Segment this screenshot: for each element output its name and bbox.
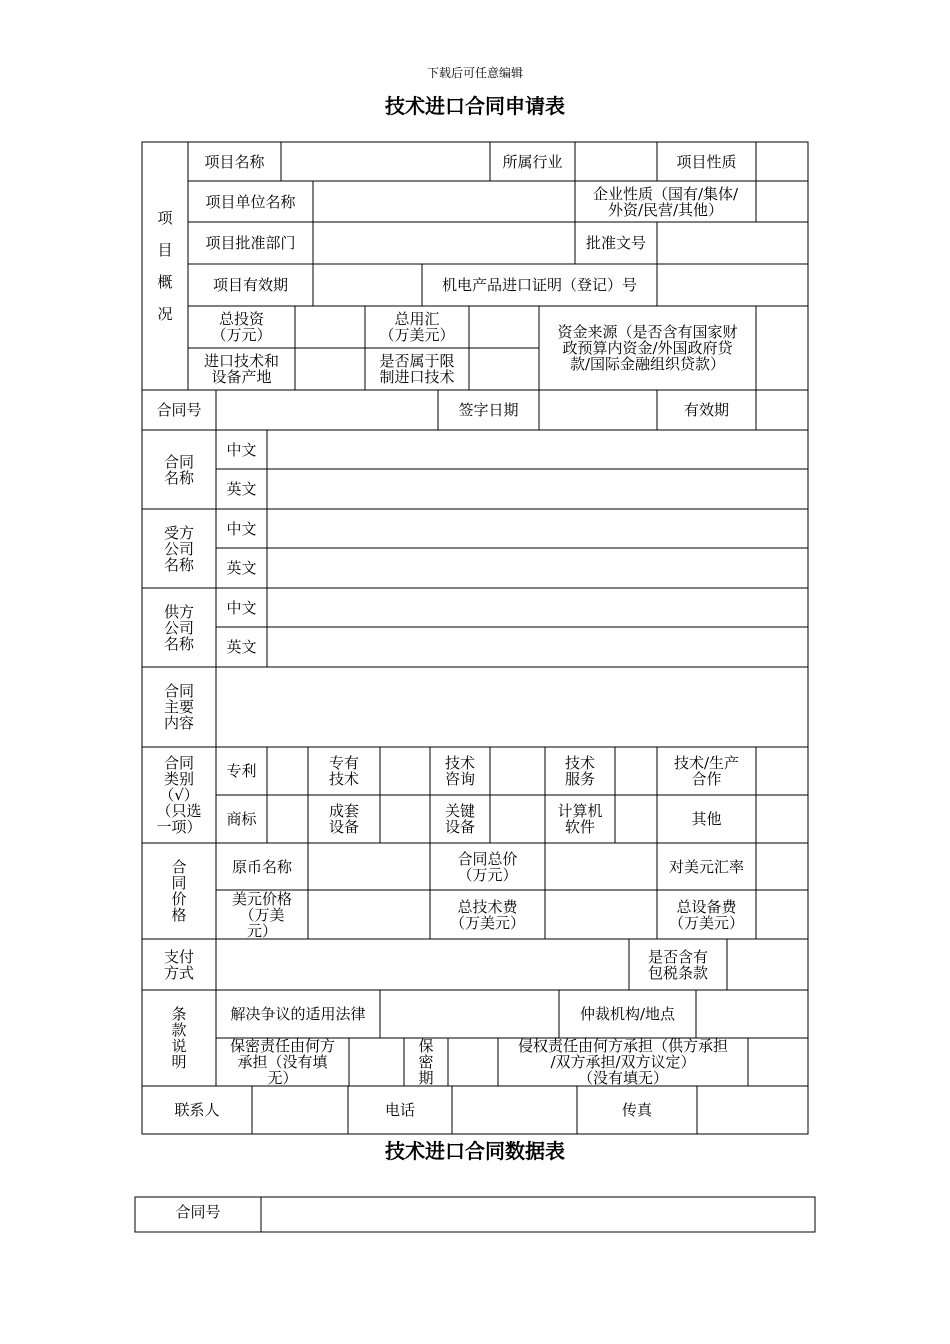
enterprise-nature-field[interactable] [756,181,808,222]
label-total-price: 合同总价 （万元） [457,849,518,884]
label-fund-source: 资金来源（是否含有国家财 政预算内资金/外国政府贷 款/国际金融组织贷款） [557,323,738,373]
label-software: 计算机 软件 [557,802,603,836]
label-contract-no: 合同号 [156,401,202,419]
label-approval-doc-no: 批准文号 [585,234,646,252]
label-forex-total: 总用汇 （万美元） [379,310,455,344]
label-tax-clause: 是否含有 包税条款 [647,947,708,982]
form-title: 技术进口合同申请表 [385,94,565,118]
total-price-field[interactable] [545,843,657,890]
total-equipment-fee-field[interactable] [756,890,808,939]
label-approval-dept: 项目批准部门 [205,234,296,252]
label-restricted: 是否属于限 制进口技术 [379,352,455,386]
contract-name-cn-field[interactable] [267,430,808,469]
tech-production-checkbox[interactable] [756,747,808,795]
project-name-field[interactable] [281,142,490,181]
label-payment-method: 支付 方式 [163,947,194,982]
tech-service-checkbox[interactable] [615,747,657,795]
label-other: 其他 [691,810,722,828]
sign-date-field[interactable] [539,390,657,430]
contract-name-en-field[interactable] [267,469,808,509]
contract-no-field[interactable] [216,390,438,430]
label-contract-type: 合同 类别 （√） （只选 一项） [156,754,202,836]
fund-source-field[interactable] [756,306,808,390]
label-contract-name-en: 英文 [226,480,257,498]
label-licensee-en: 英文 [226,559,257,577]
label-patent: 专利 [226,762,257,780]
label-infringement: 侵权责任由何方承担（供方承担 /双方承担/双方议定） （没有填无） [517,1037,728,1087]
complete-equipment-checkbox[interactable] [380,795,430,843]
label-import-cert-no: 机电产品进口证明（登记）号 [441,276,637,294]
label-enterprise-nature: 企业性质（国有/集体/ 外资/民营/其他） [592,184,739,219]
arbitration-field[interactable] [696,990,808,1038]
label-contract-name: 合同 名称 [163,452,194,487]
licensee-en-field[interactable] [267,548,808,588]
currency-name-field[interactable] [308,843,430,890]
main-content-field[interactable] [216,667,808,747]
label-applicable-law: 解决争议的适用法律 [230,1005,366,1023]
restricted-field[interactable] [469,348,539,390]
label-tech-production: 技术/生产 合作 [673,754,740,788]
licensor-en-field[interactable] [267,627,808,667]
label-tech-service: 技术 服务 [564,754,595,788]
label-complete-equipment: 成套 设备 [328,802,359,836]
import-cert-no-field[interactable] [657,264,808,306]
total-tech-fee-field[interactable] [545,890,657,939]
contract-no-2-field[interactable] [261,1197,815,1232]
tech-consult-checkbox[interactable] [490,747,545,795]
label-licensee-cn: 中文 [226,519,257,538]
know-how-checkbox[interactable] [380,747,430,795]
label-origin: 进口技术和 设备产地 [203,352,279,386]
approval-doc-no-field[interactable] [657,222,808,264]
patent-checkbox[interactable] [267,747,308,795]
label-clause-desc: 条 款 说 明 [171,1005,187,1071]
data-table-title: 技术进口合同数据表 [385,1139,565,1163]
label-main-content: 合同 主要 内容 [163,682,194,732]
applicable-law-field[interactable] [380,990,559,1038]
confidentiality-field[interactable] [349,1038,404,1086]
label-validity-period: 项目有效期 [212,276,288,294]
label-total-tech-fee: 总技术费 （万美元） [449,897,525,932]
validity-period-field[interactable] [313,264,422,306]
label-contract-price: 合 同 价 格 [171,858,187,924]
unit-name-field[interactable] [313,181,575,222]
label-arbitration: 仲裁机构/地点 [579,1005,676,1023]
label-total-investment: 总投资 （万元） [211,310,272,344]
tax-clause-field[interactable] [727,939,808,990]
industry-field[interactable] [575,142,657,181]
trademark-checkbox[interactable] [267,795,308,843]
usd-price-field[interactable] [308,890,430,939]
contact-field[interactable] [252,1086,348,1134]
label-usd-price: 美元价格 （万美 元） [231,889,292,940]
label-unit-name: 项目单位名称 [205,192,296,211]
infringement-field[interactable] [748,1038,808,1086]
label-licensor: 供方 公司 名称 [163,602,194,653]
label-contract-name-cn: 中文 [226,440,257,459]
label-project-name: 项目名称 [204,152,265,171]
label-valid-period: 有效期 [683,401,729,419]
label-trademark: 商标 [226,810,257,828]
header-note: 下载后可任意编辑 [426,66,523,80]
confidential-period-field[interactable] [448,1038,498,1086]
valid-period-field[interactable] [756,390,808,430]
label-project-nature: 项目性质 [676,152,737,171]
label-industry: 所属行业 [502,152,563,171]
usd-rate-field[interactable] [756,843,808,890]
label-contract-no-2: 合同号 [175,1203,221,1221]
label-licensor-en: 英文 [226,638,257,656]
label-confidential-period: 保 密 期 [418,1037,434,1087]
label-tech-consult: 技术 咨询 [444,754,475,788]
forex-total-field[interactable] [469,306,539,348]
software-checkbox[interactable] [615,795,657,843]
label-licensor-cn: 中文 [226,598,257,617]
label-phone: 电话 [384,1101,415,1119]
payment-method-field[interactable] [216,939,629,990]
project-nature-field[interactable] [756,142,808,181]
fax-field[interactable] [697,1086,808,1134]
origin-field[interactable] [295,348,365,390]
label-licensee: 受方 公司 名称 [163,523,194,574]
approval-dept-field[interactable] [313,222,575,264]
label-contact: 联系人 [174,1101,220,1119]
label-key-equipment: 关键 设备 [444,802,475,836]
phone-field[interactable] [452,1086,577,1134]
label-currency-name: 原币名称 [231,857,292,876]
label-know-how: 专有 技术 [328,754,359,788]
licensor-cn-field[interactable] [267,588,808,627]
label-fax: 传真 [621,1101,652,1119]
label-total-equipment-fee: 总设备费 （万美元） [668,897,744,932]
label-usd-rate: 对美元汇率 [668,857,744,876]
total-investment-field[interactable] [295,306,365,348]
label-confidentiality: 保密责任由何方 承担（没有填 无） [229,1037,335,1087]
label-project-overview: 项 目 概 况 [157,209,173,323]
label-sign-date: 签字日期 [458,401,519,419]
other-checkbox[interactable] [756,795,808,843]
key-equipment-checkbox[interactable] [490,795,545,843]
licensee-cn-field[interactable] [267,509,808,548]
